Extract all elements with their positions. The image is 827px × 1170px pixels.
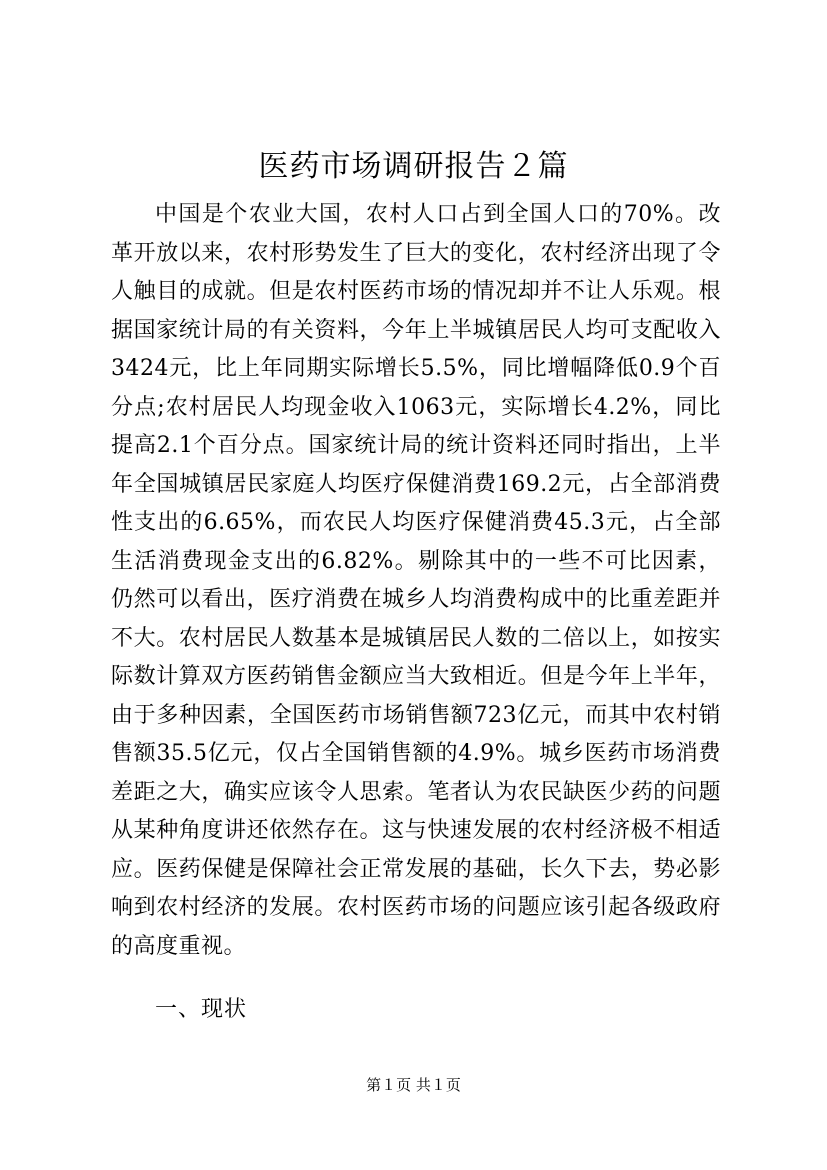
page-footer: 第１页 共１页 xyxy=(366,1076,461,1094)
document-title: 医药市场调研报告２篇 xyxy=(258,149,569,184)
body-paragraph: 中国是个农业大国，农村人口占到全国人口的70%。改革开放以来，农村形势发生了巨大的变化，农村经济出现了令人触目的成就。但是农村医药市场的情况却并不让人乐观。根据国家统计局的有关资料，今年上半城镇居民人均可支配收入3424元，比上年同期实际增长5.5%，同比增幅降低0.9个百分点;农村居民人均现金收入1063元，实际增长4.2%，同比提高2.1个百分点。国家统计局的统计资料还同时指出，上半年全国城镇居民家庭人均医疗保健消费169.2元，占全部消费性支出的6.65%，而农民人均医疗保健消费45.3元，占全部生活消费现金支出的6.82%。剔除其中的一些不可比因素，仍然可以看出，医疗消费在城乡人均消费构成中的比重差距并不大。农村居民人数基本是城镇居民人数的二倍以上，如按实际数计算双方医药销售金额应当大致相近。但是今年上半年，由于多种因素，全国医药市场销售额723亿元，而其中农村销售额35.5亿元，仅占全国销售额的4.9%。城乡医药市场消费差距之大，确实应该令人思索。笔者认为农民缺医少药的问题从某种角度讲还依然存在。这与快速发展的农村经济极不相适应。医药保健是保障社会正常发展的基础，长久下去，势必影响到农村经济的发展。农村医药市场的问题应该引起各级政府的高度重视。 xyxy=(111,202,721,959)
section-heading: 一、现状 xyxy=(155,997,248,1022)
